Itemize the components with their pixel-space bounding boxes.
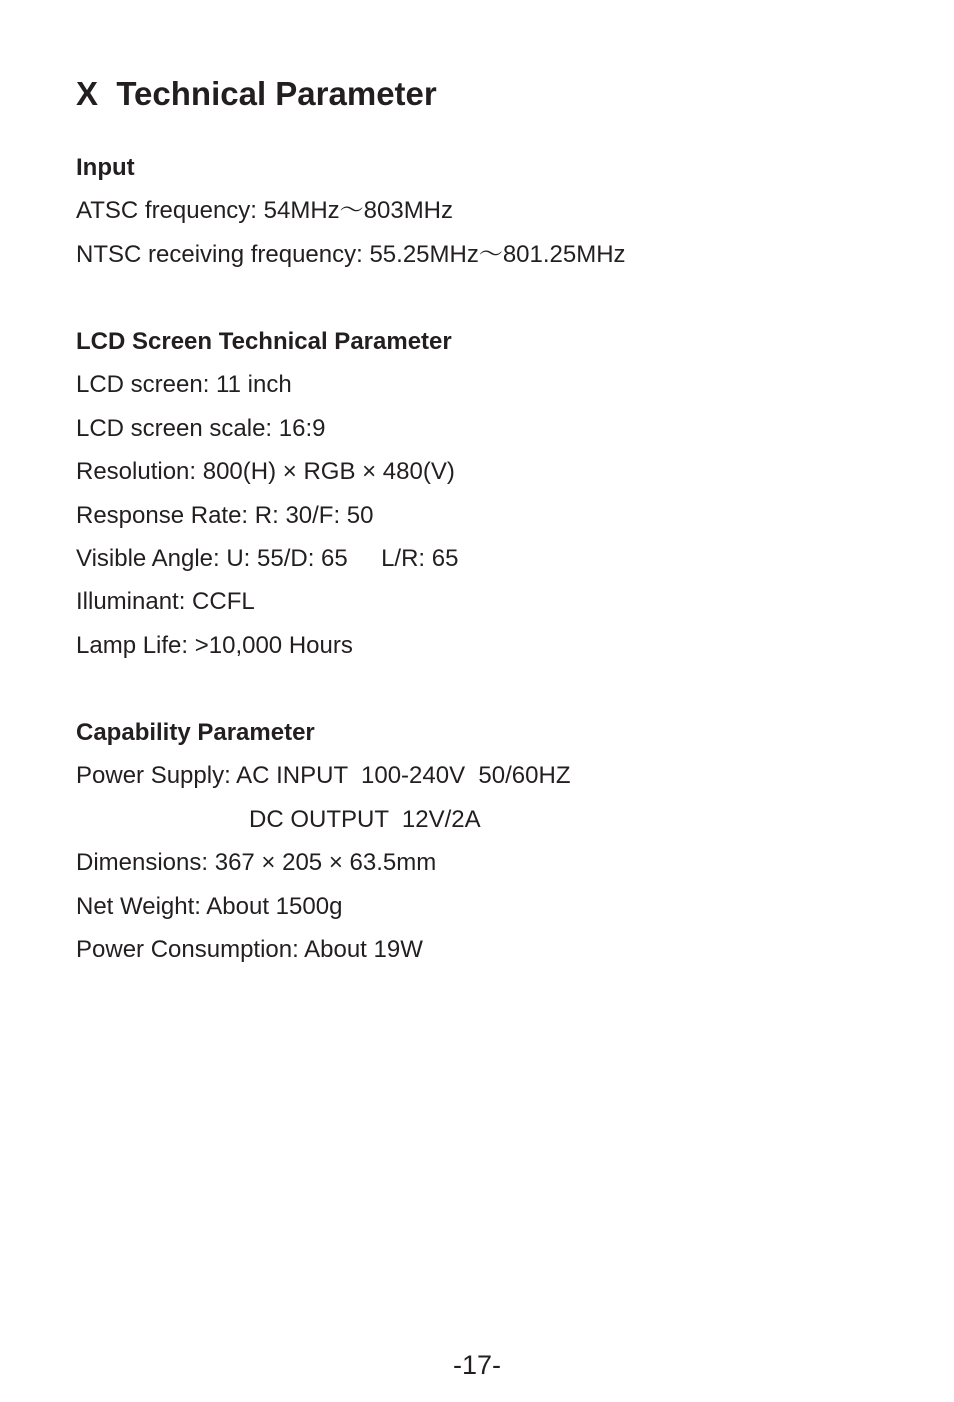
power-consumption-line: Power Consumption: About 19W	[76, 936, 423, 963]
net-weight-line: Net Weight: About 1500g	[76, 893, 343, 920]
atsc-frequency-line: ATSC frequency: 54MHz～803MHz	[76, 197, 454, 224]
illuminant-line: Illuminant: CCFL	[76, 588, 255, 615]
capability-heading: Capability Parameter	[76, 719, 315, 746]
input-heading: Input	[76, 154, 135, 181]
ntsc-frequency-line: NTSC receiving frequency: 55.25MHz～801.25MHz	[76, 241, 626, 268]
power-supply-line: Power Supply: AC INPUT 100-240V 50/60HZ	[76, 762, 571, 789]
response-rate-line: Response Rate: R: 30/F: 50	[76, 502, 374, 529]
dimensions-line: Dimensions: 367 × 205 × 63.5mm	[76, 849, 437, 876]
lamp-life-line: Lamp Life: >10,000 Hours	[76, 632, 353, 659]
lcd-screen-size-line: LCD screen: 11 inch	[76, 371, 292, 398]
dc-output-line: DC OUTPUT 12V/2A	[249, 806, 481, 833]
resolution-line: Resolution: 800(H) × RGB × 480(V)	[76, 458, 455, 485]
lcd-heading: LCD Screen Technical Parameter	[76, 328, 452, 355]
page-title: X Technical Parameter	[76, 75, 437, 112]
lcd-screen-scale-line: LCD screen scale: 16:9	[76, 415, 326, 442]
page-number: -17-	[452, 1350, 501, 1380]
visible-angle-line: Visible Angle: U: 55/D: 65 L/R: 65	[76, 545, 459, 572]
